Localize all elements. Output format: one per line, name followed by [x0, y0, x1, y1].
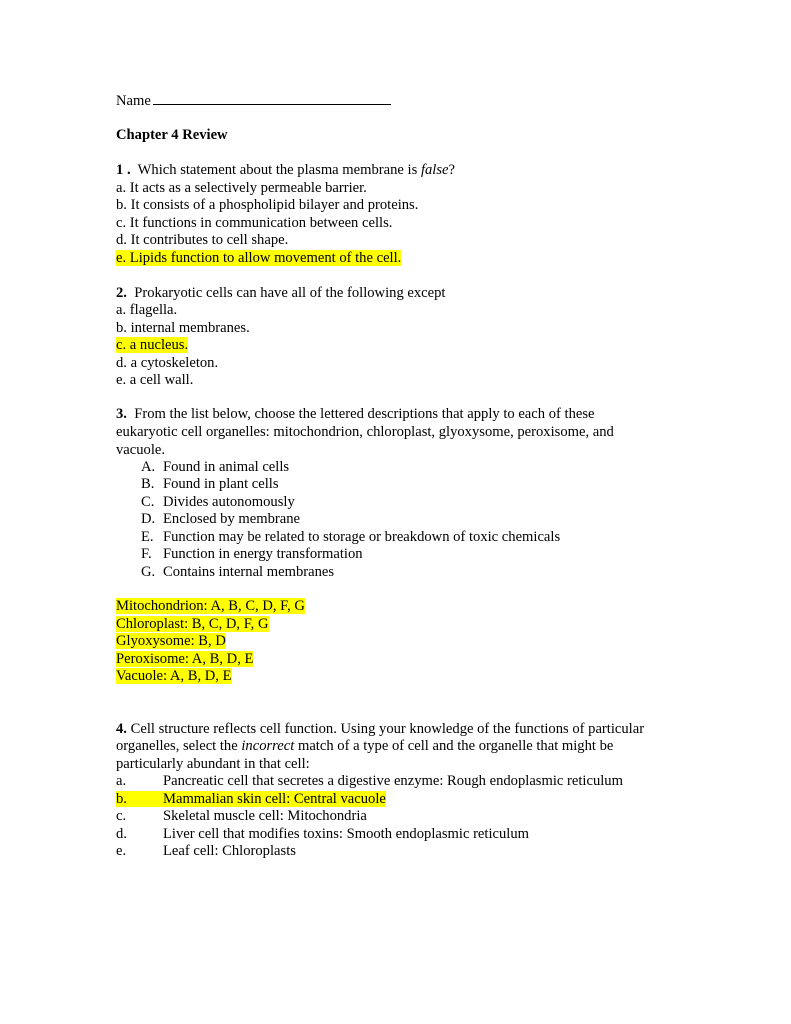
q1-stem-italic: false — [420, 162, 449, 178]
q2-option-c-answer — [116, 337, 188, 354]
q1-option-b: b. It consists of a phospholipid bilayer and proteins. — [116, 197, 419, 213]
q4-option-text: Liver cell that modifies toxins: Smooth endoplasmic reticulum — [163, 826, 529, 842]
q3-description-text: Enclosed by membrane — [163, 511, 300, 527]
q3-answer-chloroplast — [116, 616, 269, 633]
q3-description-text: Divides autonomously — [163, 494, 295, 510]
q4-option-c — [116, 808, 367, 825]
q2-answer-highlight: c. a nucleus. — [116, 337, 189, 353]
q4-stem-line3: particularly abundant in that cell: — [116, 756, 310, 772]
q3-answer-peroxisome — [116, 651, 253, 668]
q3-answer-vacuole — [116, 668, 232, 685]
q3-stem-line3: vacuole. — [116, 442, 166, 458]
q1-option-d: d. It contributes to cell shape. — [116, 232, 289, 248]
q3-description-letter: F. — [141, 546, 152, 562]
q4-option-a — [116, 773, 623, 790]
q4-option-text: Leaf cell: Chloroplasts — [163, 843, 296, 859]
q1-option-e-answer — [116, 250, 401, 267]
q1-stem — [116, 162, 455, 179]
q2-option-a: a. flagella. — [116, 302, 178, 318]
q3-description — [141, 511, 300, 528]
q3-description-text: Found in animal cells — [163, 459, 290, 475]
q3-answer-highlight: Glyoxysome: B, D — [116, 633, 226, 649]
q4-option-text: Pancreatic cell that secretes a digestive enzyme: Rough endoplasmic reticulum — [163, 773, 623, 789]
q3-description-letter: C. — [141, 494, 155, 510]
q1-option-c: c. It functions in communication between cells. — [116, 215, 393, 231]
q1-stem-end: ? — [448, 162, 455, 178]
q4-stem-text1: Cell structure reflects cell function. Using your knowledge of the functions of particular — [130, 721, 645, 737]
q3-description-letter: E. — [141, 529, 154, 545]
name-label: Name — [116, 93, 151, 109]
q4-option-e — [116, 843, 296, 860]
q4-answer-highlight — [116, 791, 386, 807]
q1-stem-text: Which statement about the plasma membrane is — [137, 162, 418, 178]
q4-option-d — [116, 826, 529, 843]
name-blank[interactable] — [153, 92, 391, 105]
q4-option-letter: b. — [116, 791, 127, 807]
q3-description — [141, 564, 334, 581]
q3-description-text: Function in energy transformation — [163, 546, 363, 562]
q4-stem-italic: incorrect — [241, 738, 295, 754]
q3-description-text: Found in plant cells — [163, 476, 279, 492]
q2-stem — [116, 285, 445, 302]
q4-stem-line1 — [116, 721, 644, 738]
q4-option-letter: d. — [116, 826, 127, 842]
q2-option-b: b. internal membranes. — [116, 320, 250, 336]
q1-number: 1 . — [116, 162, 131, 178]
q3-answer-highlight: Vacuole: A, B, D, E — [116, 668, 232, 684]
q2-number: 2. — [116, 285, 127, 301]
q3-answer-highlight: Peroxisome: A, B, D, E — [116, 651, 254, 667]
q4-number: 4. — [116, 721, 127, 737]
q4-option-letter: a. — [116, 773, 127, 789]
q4-stem-text2-end: match of a type of cell and the organelle that might be — [297, 738, 614, 754]
q3-description — [141, 476, 279, 493]
q3-description-letter: D. — [141, 511, 156, 527]
q4-option-text: Mammalian skin cell: Central vacuole — [163, 791, 386, 807]
q2-option-d: d. a cytoskeleton. — [116, 355, 219, 371]
page-title: Chapter 4 Review — [116, 127, 228, 143]
q4-stem-text2: organelles, select the — [116, 738, 238, 754]
q3-stem-line1 — [116, 406, 595, 423]
q3-description-letter: B. — [141, 476, 155, 492]
q2-option-e: e. a cell wall. — [116, 372, 194, 388]
q3-answer-glyoxysome — [116, 633, 226, 650]
q3-description — [141, 546, 363, 563]
q4-stem-line2 — [116, 738, 613, 755]
q3-number: 3. — [116, 406, 127, 422]
q3-stem-text1: From the list below, choose the lettered descriptions that apply to each of these — [134, 406, 595, 422]
q3-description-text: Function may be related to storage or breakdown of toxic chemicals — [163, 529, 561, 545]
q3-description — [141, 459, 289, 476]
q3-stem-line2: eukaryotic cell organelles: mitochondrion, chloroplast, glyoxysome, peroxisome, and — [116, 424, 614, 440]
q3-description — [141, 494, 295, 511]
q4-option-b-answer — [116, 791, 386, 808]
q3-answer-highlight: Mitochondrion: A, B, C, D, F, G — [116, 598, 305, 614]
name-line — [116, 92, 391, 110]
q4-option-text: Skeletal muscle cell: Mitochondria — [163, 808, 367, 824]
q4-option-letter: e. — [116, 843, 127, 859]
q3-description-letter: G. — [141, 564, 156, 580]
q3-description-letter: A. — [141, 459, 156, 475]
q1-answer-highlight: e. Lipids function to allow movement of the cell. — [116, 250, 402, 266]
q3-answer-mitochondrion — [116, 598, 305, 615]
q4-option-letter: c. — [116, 808, 127, 824]
q2-stem-text: Prokaryotic cells can have all of the following except — [134, 285, 446, 301]
q3-description-text: Contains internal membranes — [163, 564, 335, 580]
q3-description — [141, 529, 560, 546]
q3-answer-highlight: Chloroplast: B, C, D, F, G — [116, 616, 269, 632]
q1-option-a: a. It acts as a selectively permeable barrier. — [116, 180, 367, 196]
